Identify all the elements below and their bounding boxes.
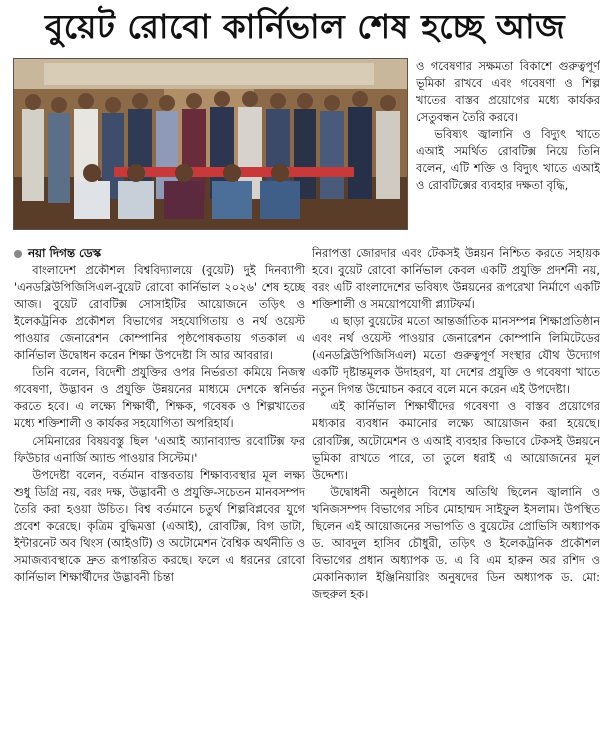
article-column-left — [14, 245, 305, 731]
bullet-icon — [14, 250, 22, 258]
article-paragraph: তিনি বলেন, বিদেশী প্রযুক্তির ওপর নির্ভরতা কমিয়ে নিজস্ব গবেষণা, উদ্ভাবন ও প্রযুক্তি উন্নয়নের মাধ্যমে দেশকে স্বনির্ভর করতে হবে। এ লক্ষ্যে শিক্ষার্থী, শিক্ষক, গবেষক ও শিল্পখাতের মধ্যে শক্তিশালী ও কার্যকর সহযোগিতা অপরিহার্য। — [14, 365, 305, 431]
article-column-right-top — [416, 58, 600, 244]
headline: বুয়েট রোবো কার্নিভাল শেষ হচ্ছে আজ — [44, 7, 566, 46]
article-paragraph: এই কার্নিভাল শিক্ষার্থীদের গবেষণা ও বাস্তব প্রয়োগের মধ্যকার ব্যবধান কমানোর লক্ষ্যে আয়োজন করা হয়েছে। রোবটিক্স, অটোমেশন ও এআই ব্যবহার কিভাবে টেকসই উন্নয়নে ভূমিকা রাখতে পারে, তা তুলে ধরাই এ আয়োজনের মূল উদ্দেশ্য। — [312, 399, 600, 482]
article-paragraph: ভবিষ্যৎ জ্বালানি ও বিদ্যুৎ খাতে এআই সমর্থিত রোবটিক্স নিয়ে তিনি বলেন, এটি শক্তি ও বিদ্যুৎ খাতে এআই ও রোবটিক্সের ব্যবহার দক্ষতা বৃদ্ধি, — [416, 127, 600, 193]
article-paragraph: ও গবেষণার সক্ষমতা বিকাশে গুরুত্বপূর্ণ ভূমিকা রাখবে এবং গবেষণা ও শিল্প খাতের বাস্তব প্রয়োগের মধ্যে কার্যকর সেতুবন্ধন তৈরি করবে। — [416, 59, 600, 125]
article-paragraph: এ ছাড়া বুয়েটের মতো আন্তর্জাতিক মানসম্পন্ন শিক্ষাপ্রতিষ্ঠান এবং নর্থ ওয়েস্ট পাওয়ার জেনারেশন কোম্পানি লিমিটেডের (এনডব্লিউপিজিসিএল) মতো গুরুত্বপূর্ণ সংস্থার যৌথ উদ্যোগ একটি দৃষ্টান্তমূলক উদাহরণ, যা দেশের প্রযুক্তি ও গবেষণা খাতে নতুন দিগন্ত উন্মোচন করবে বলে মনে করেন এই উপদেষ্টা। — [312, 314, 600, 397]
group-photo-illustration — [14, 59, 407, 229]
article-column-right — [312, 245, 600, 731]
article-paragraph: সেমিনারের বিষয়বস্তু ছিল 'এআই অ্যানাব্যাল্ড রবোটিক্স ফর ফিউচার এনার্জি অ্যান্ড পাওয়ার সিস্টেম।' — [14, 433, 305, 465]
dateline — [14, 245, 305, 262]
event-photo — [13, 58, 408, 230]
dateline-text: নয়া দিগন্ত ডেস্ক — [28, 246, 102, 260]
article-paragraph: নিরাপত্তা জোরদার এবং টেকসই উন্নয়ন নিশ্চিত করতে সহায়ক হবে। বুয়েট রোবো কার্নিভাল কেবল একটি প্রযুক্তি প্রদর্শনী নয়, বরং এটি বাংলাদেশের ভবিষ্যৎ উন্নয়নের রূপরেখা নির্মাণে একটি শক্তিশালী ও সময়োপযোগী প্ল্যাটফর্ম। — [312, 246, 600, 312]
article-paragraph: বাংলাদেশ প্রকৌশল বিশ্ববিদ্যালয়ে (বুয়েট) দুই দিনব্যাপী 'এনডব্লিউপিজিসিএল-বুয়েট রোবো কার্নিভাল ২০২৬' শেষ হচ্ছে আজ। বুয়েট রোবটিক্স সোসাইটির আয়োজনে তড়িৎ ও ইলেকট্রনিক প্রকৌশল বিভাগের সহযোগিতায় ও নর্থ ওয়েস্ট পাওয়ার জেনারেশন কোম্পানির পৃষ্ঠপোষকতায় গতকাল এ কার্নিভাল উদ্বোধন করেন শিক্ষা উপদেষ্টা সি আর আবরার। — [14, 263, 305, 363]
article-paragraph: উদ্বোধনী অনুষ্ঠানে বিশেষ অতিথি ছিলেন জ্বালানি ও খনিজসম্পদ বিভাগের সচিব মোহাম্মদ সাইফুল ইসলাম। উপস্থিত ছিলেন এই আয়োজনের সভাপতি ও বুয়েটের প্রোভিসি অধ্যাপক ড. আবদুল হাসিব চৌধুরী, তড়িৎ ও ইলেকট্রনিক প্রকৌশল বিভাগের প্রধান অধ্যাপক ড. এ বি এম হারুন অর রশিদ ও মেকানিক্যাল ইঞ্জিনিয়ারিং অনুষদের ডিন অধ্যাপক ড. মো: জহুরুল হক। — [312, 484, 600, 601]
article-paragraph: উপদেষ্টা বলেন, বর্তমান বাস্তবতায় শিক্ষাব্যবস্থার মূল লক্ষ্য শুধু ডিগ্রি নয়, বরং দক্ষ, উদ্ভাবনী ও প্রযুক্তি-সচেতন মানবসম্পদ তৈরি করা হওয়া উচিত। বিশ্ব বর্তমানে চতুর্থ শিল্পবিপ্লবের যুগে প্রবেশ করেছে। কৃত্রিম বুদ্ধিমত্তা (এআই), রোবটিক্স, বিগ ডাটা, ইন্টারনেট অব থিংস (আইওটি) ও অটোমেশন বৈশ্বিক অর্থনীতি ও সমাজব্যবস্থাকে দ্রুত রূপান্তরিত করছে। ফলে এ ধরনের রোবো কার্নিভাল শিক্ষার্থীদের উদ্ভাবনী চিন্তা — [14, 467, 305, 584]
